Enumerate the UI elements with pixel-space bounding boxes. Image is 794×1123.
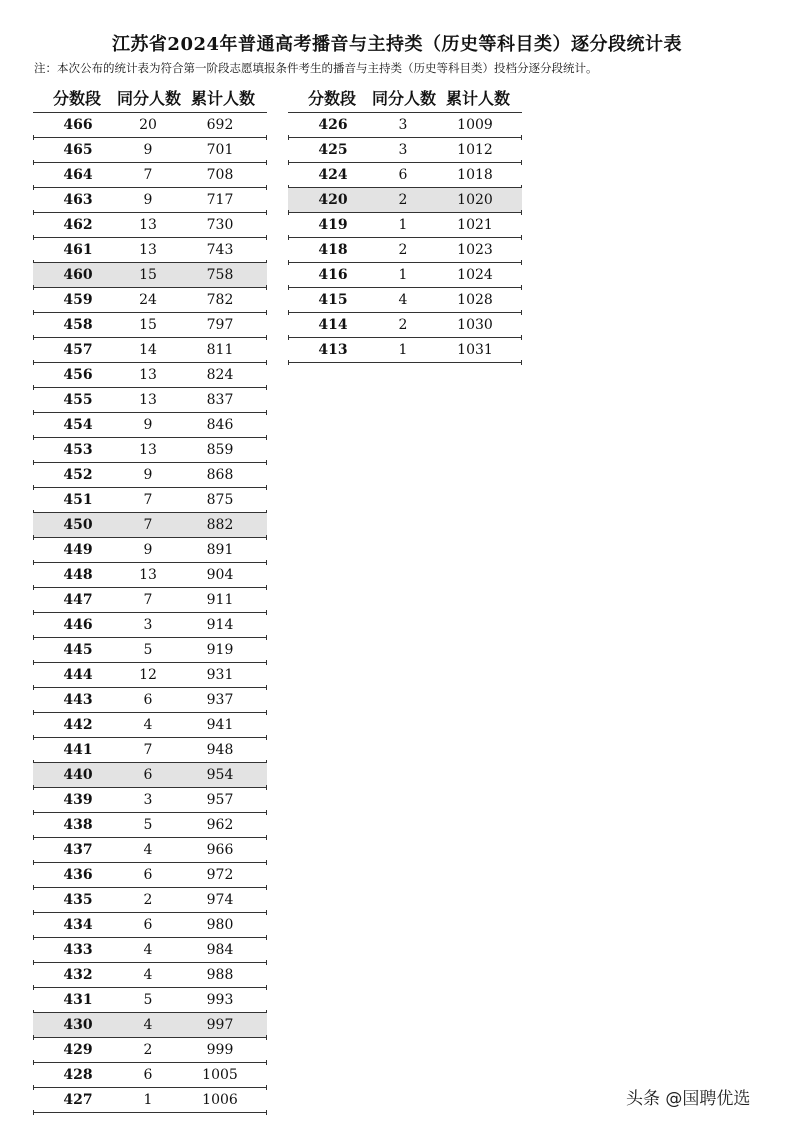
cell-score: 414: [318, 317, 348, 333]
cell-same-count: 9: [143, 417, 153, 433]
cell-score: 425: [318, 142, 348, 158]
cell-same-count: 5: [143, 992, 153, 1008]
cell-score: 424: [318, 167, 348, 183]
cell-same-count: 13: [139, 367, 157, 383]
cell-cumulative: 1020: [457, 192, 493, 208]
cell-score: 453: [63, 442, 93, 458]
table-row: [33, 1063, 267, 1088]
cell-same-count: 6: [143, 867, 153, 883]
cell-score: 449: [63, 542, 93, 558]
table-row: [33, 388, 267, 413]
cell-same-count: 24: [139, 292, 157, 308]
cell-cumulative: 974: [206, 892, 234, 908]
table-row: [33, 538, 267, 563]
header-same-count: 同分人数: [117, 89, 182, 108]
cell-score: 440: [63, 767, 93, 783]
table-row: [288, 213, 522, 238]
cell-same-count: 20: [139, 117, 157, 133]
table-row: [33, 188, 267, 213]
table-header: [288, 82, 522, 113]
cell-same-count: 6: [143, 917, 153, 933]
table-row: [288, 263, 522, 288]
cell-cumulative: 993: [206, 992, 234, 1008]
cell-same-count: 7: [143, 492, 153, 508]
table-row: [33, 1088, 267, 1113]
cell-score: 465: [63, 142, 93, 158]
cell-same-count: 1: [143, 1092, 153, 1108]
cell-same-count: 15: [139, 267, 157, 283]
table-row: [288, 338, 522, 363]
cell-cumulative: 937: [206, 692, 234, 708]
cell-score: 419: [318, 217, 348, 233]
cell-same-count: 7: [143, 592, 153, 608]
table-row: [33, 763, 267, 788]
cell-score: 428: [63, 1067, 93, 1083]
cell-score: 439: [63, 792, 93, 808]
cell-same-count: 14: [139, 342, 157, 358]
cell-cumulative: 782: [206, 292, 234, 308]
cell-same-count: 4: [143, 717, 153, 733]
table-row: [33, 413, 267, 438]
table-row: [33, 963, 267, 988]
cell-same-count: 4: [143, 942, 153, 958]
cell-same-count: 1: [398, 267, 408, 283]
cell-cumulative: 859: [206, 442, 234, 458]
cell-score: 459: [63, 292, 93, 308]
cell-same-count: 7: [143, 742, 153, 758]
table-row: [33, 788, 267, 813]
page-title: 江苏省2024年普通高考播音与主持类（历史等科目类）逐分段统计表: [111, 34, 683, 55]
cell-same-count: 6: [143, 1067, 153, 1083]
cell-cumulative: 941: [206, 717, 234, 733]
cell-cumulative: 911: [206, 592, 234, 608]
cell-same-count: 9: [143, 542, 153, 558]
cell-cumulative: 980: [206, 917, 234, 933]
cell-cumulative: 954: [206, 767, 234, 783]
cell-cumulative: 999: [206, 1042, 234, 1058]
cell-cumulative: 1012: [457, 142, 493, 158]
table-row: [288, 138, 522, 163]
cell-score: 442: [63, 717, 93, 733]
cell-cumulative: 824: [206, 367, 234, 383]
cell-same-count: 12: [139, 667, 157, 683]
table-row: [33, 988, 267, 1013]
cell-cumulative: 1028: [457, 292, 493, 308]
header-score: 分数段: [53, 89, 102, 108]
cell-cumulative: 919: [206, 642, 234, 658]
cell-same-count: 1: [398, 342, 408, 358]
table-row: [33, 363, 267, 388]
cell-cumulative: 931: [206, 667, 234, 683]
cell-score: 452: [63, 467, 93, 483]
cell-cumulative: 882: [206, 517, 234, 533]
cell-score: 464: [63, 167, 93, 183]
cell-same-count: 6: [143, 692, 153, 708]
cell-score: 461: [63, 242, 93, 258]
cell-same-count: 13: [139, 442, 157, 458]
cell-score: 443: [63, 692, 93, 708]
cell-score: 435: [63, 892, 93, 908]
table-row: [288, 288, 522, 313]
cell-cumulative: 868: [206, 467, 234, 483]
cell-same-count: 4: [143, 967, 153, 983]
cell-cumulative: 758: [206, 267, 234, 283]
table-row: [288, 163, 522, 188]
table-row: [33, 238, 267, 263]
table-row: [33, 938, 267, 963]
table-row: [33, 638, 267, 663]
cell-cumulative: 904: [206, 567, 234, 583]
cell-cumulative: 692: [206, 117, 234, 133]
header-cumulative: 累计人数: [191, 89, 256, 108]
table-note: 注：本次公布的统计表为符合第一阶段志愿填报条件考生的播音与主持类（历史等科目类）投档分逐分段统计。: [34, 61, 598, 75]
cell-score: 418: [318, 242, 348, 258]
cell-same-count: 13: [139, 567, 157, 583]
cell-score: 415: [318, 292, 348, 308]
cell-same-count: 15: [139, 317, 157, 333]
cell-score: 413: [318, 342, 348, 358]
cell-score: 436: [63, 867, 93, 883]
cell-same-count: 2: [398, 317, 408, 333]
table-row: [33, 588, 267, 613]
cell-same-count: 4: [143, 1017, 153, 1033]
cell-same-count: 9: [143, 467, 153, 483]
cell-score: 462: [63, 217, 93, 233]
cell-same-count: 6: [143, 767, 153, 783]
cell-cumulative: 988: [206, 967, 234, 983]
cell-cumulative: 811: [206, 342, 234, 358]
table-row: [33, 1038, 267, 1063]
table-row: [33, 863, 267, 888]
cell-score: 455: [63, 392, 93, 408]
cell-score: 445: [63, 642, 93, 658]
cell-cumulative: 1009: [457, 117, 493, 133]
cell-same-count: 3: [143, 792, 153, 808]
cell-score: 429: [63, 1042, 93, 1058]
table-row: [33, 1013, 267, 1038]
table-row: [33, 688, 267, 713]
cell-same-count: 9: [143, 142, 153, 158]
table-body: [33, 113, 267, 1113]
cell-score: 430: [63, 1017, 93, 1033]
cell-score: 437: [63, 842, 93, 858]
table-row: [288, 188, 522, 213]
table-row: [33, 513, 267, 538]
cell-same-count: 3: [143, 617, 153, 633]
cell-cumulative: 1021: [457, 217, 493, 233]
cell-score: 432: [63, 967, 93, 983]
table-row: [33, 563, 267, 588]
cell-cumulative: 708: [206, 167, 234, 183]
table-row: [33, 813, 267, 838]
cell-score: 433: [63, 942, 93, 958]
header-same-count: 同分人数: [372, 89, 437, 108]
cell-same-count: 2: [143, 1042, 153, 1058]
cell-same-count: 5: [143, 817, 153, 833]
cell-cumulative: 1023: [457, 242, 493, 258]
table-row: [288, 313, 522, 338]
table-row: [33, 663, 267, 688]
cell-same-count: 7: [143, 167, 153, 183]
cell-score: 434: [63, 917, 93, 933]
cell-cumulative: 1006: [202, 1092, 238, 1108]
cell-same-count: 2: [143, 892, 153, 908]
header-score: 分数段: [308, 89, 357, 108]
cell-same-count: 13: [139, 392, 157, 408]
cell-cumulative: 1030: [457, 317, 493, 333]
cell-score: 454: [63, 417, 93, 433]
cell-score: 458: [63, 317, 93, 333]
table-body: [288, 113, 522, 363]
cell-cumulative: 1031: [457, 342, 493, 358]
cell-score: 463: [63, 192, 93, 208]
cell-score: 416: [318, 267, 348, 283]
cell-score: 446: [63, 617, 93, 633]
cell-cumulative: 837: [206, 392, 234, 408]
table-row: [33, 713, 267, 738]
cell-cumulative: 966: [206, 842, 234, 858]
cell-same-count: 1: [398, 217, 408, 233]
cell-same-count: 5: [143, 642, 153, 658]
cell-score: 427: [63, 1092, 93, 1108]
cell-same-count: 2: [398, 192, 408, 208]
cell-same-count: 3: [398, 117, 408, 133]
table-row: [33, 488, 267, 513]
table-row: [33, 313, 267, 338]
cell-cumulative: 875: [206, 492, 234, 508]
header-cumulative: 累计人数: [446, 89, 511, 108]
table-row: [33, 163, 267, 188]
score-table-left: [33, 82, 267, 1113]
cell-cumulative: 984: [206, 942, 234, 958]
cell-score: 438: [63, 817, 93, 833]
table-row: [33, 438, 267, 463]
table-row: [288, 113, 522, 138]
cell-score: 426: [318, 117, 348, 133]
table-row: [33, 888, 267, 913]
cell-same-count: 4: [398, 292, 408, 308]
table-row: [33, 113, 267, 138]
cell-cumulative: 997: [206, 1017, 234, 1033]
cell-score: 450: [63, 517, 93, 533]
cell-score: 460: [63, 267, 93, 283]
cell-cumulative: 1024: [457, 267, 493, 283]
table-row: [33, 338, 267, 363]
cell-score: 466: [63, 117, 93, 133]
cell-same-count: 9: [143, 192, 153, 208]
cell-same-count: 4: [143, 842, 153, 858]
cell-cumulative: 1005: [202, 1067, 238, 1083]
cell-cumulative: 730: [206, 217, 234, 233]
cell-cumulative: 717: [206, 192, 234, 208]
score-table-right: [288, 82, 522, 363]
table-row: [33, 838, 267, 863]
table-row: [288, 238, 522, 263]
cell-cumulative: 797: [206, 317, 234, 333]
table-row: [33, 613, 267, 638]
cell-cumulative: 957: [206, 792, 234, 808]
cell-cumulative: 972: [206, 867, 234, 883]
cell-cumulative: 914: [206, 617, 234, 633]
cell-cumulative: 962: [206, 817, 234, 833]
cell-cumulative: 1018: [457, 167, 493, 183]
cell-score: 420: [318, 192, 348, 208]
table-row: [33, 213, 267, 238]
cell-cumulative: 948: [206, 742, 234, 758]
cell-same-count: 7: [143, 517, 153, 533]
cell-score: 431: [63, 992, 93, 1008]
cell-cumulative: 701: [206, 142, 234, 158]
cell-same-count: 6: [398, 167, 408, 183]
cell-same-count: 3: [398, 142, 408, 158]
cell-score: 456: [63, 367, 93, 383]
cell-score: 451: [63, 492, 93, 508]
table-row: [33, 738, 267, 763]
cell-cumulative: 846: [206, 417, 234, 433]
table-row: [33, 463, 267, 488]
cell-score: 444: [63, 667, 93, 683]
cell-score: 447: [63, 592, 93, 608]
table-row: [33, 913, 267, 938]
cell-cumulative: 743: [206, 242, 234, 258]
cell-same-count: 13: [139, 242, 157, 258]
cell-score: 448: [63, 567, 93, 583]
table-row: [33, 263, 267, 288]
cell-cumulative: 891: [206, 542, 234, 558]
cell-score: 441: [63, 742, 93, 758]
cell-same-count: 2: [398, 242, 408, 258]
cell-same-count: 13: [139, 217, 157, 233]
table-row: [33, 138, 267, 163]
table-row: [33, 288, 267, 313]
table-header: [33, 82, 267, 113]
cell-score: 457: [63, 342, 93, 358]
watermark: 头条 @国聘优选: [626, 1089, 751, 1109]
